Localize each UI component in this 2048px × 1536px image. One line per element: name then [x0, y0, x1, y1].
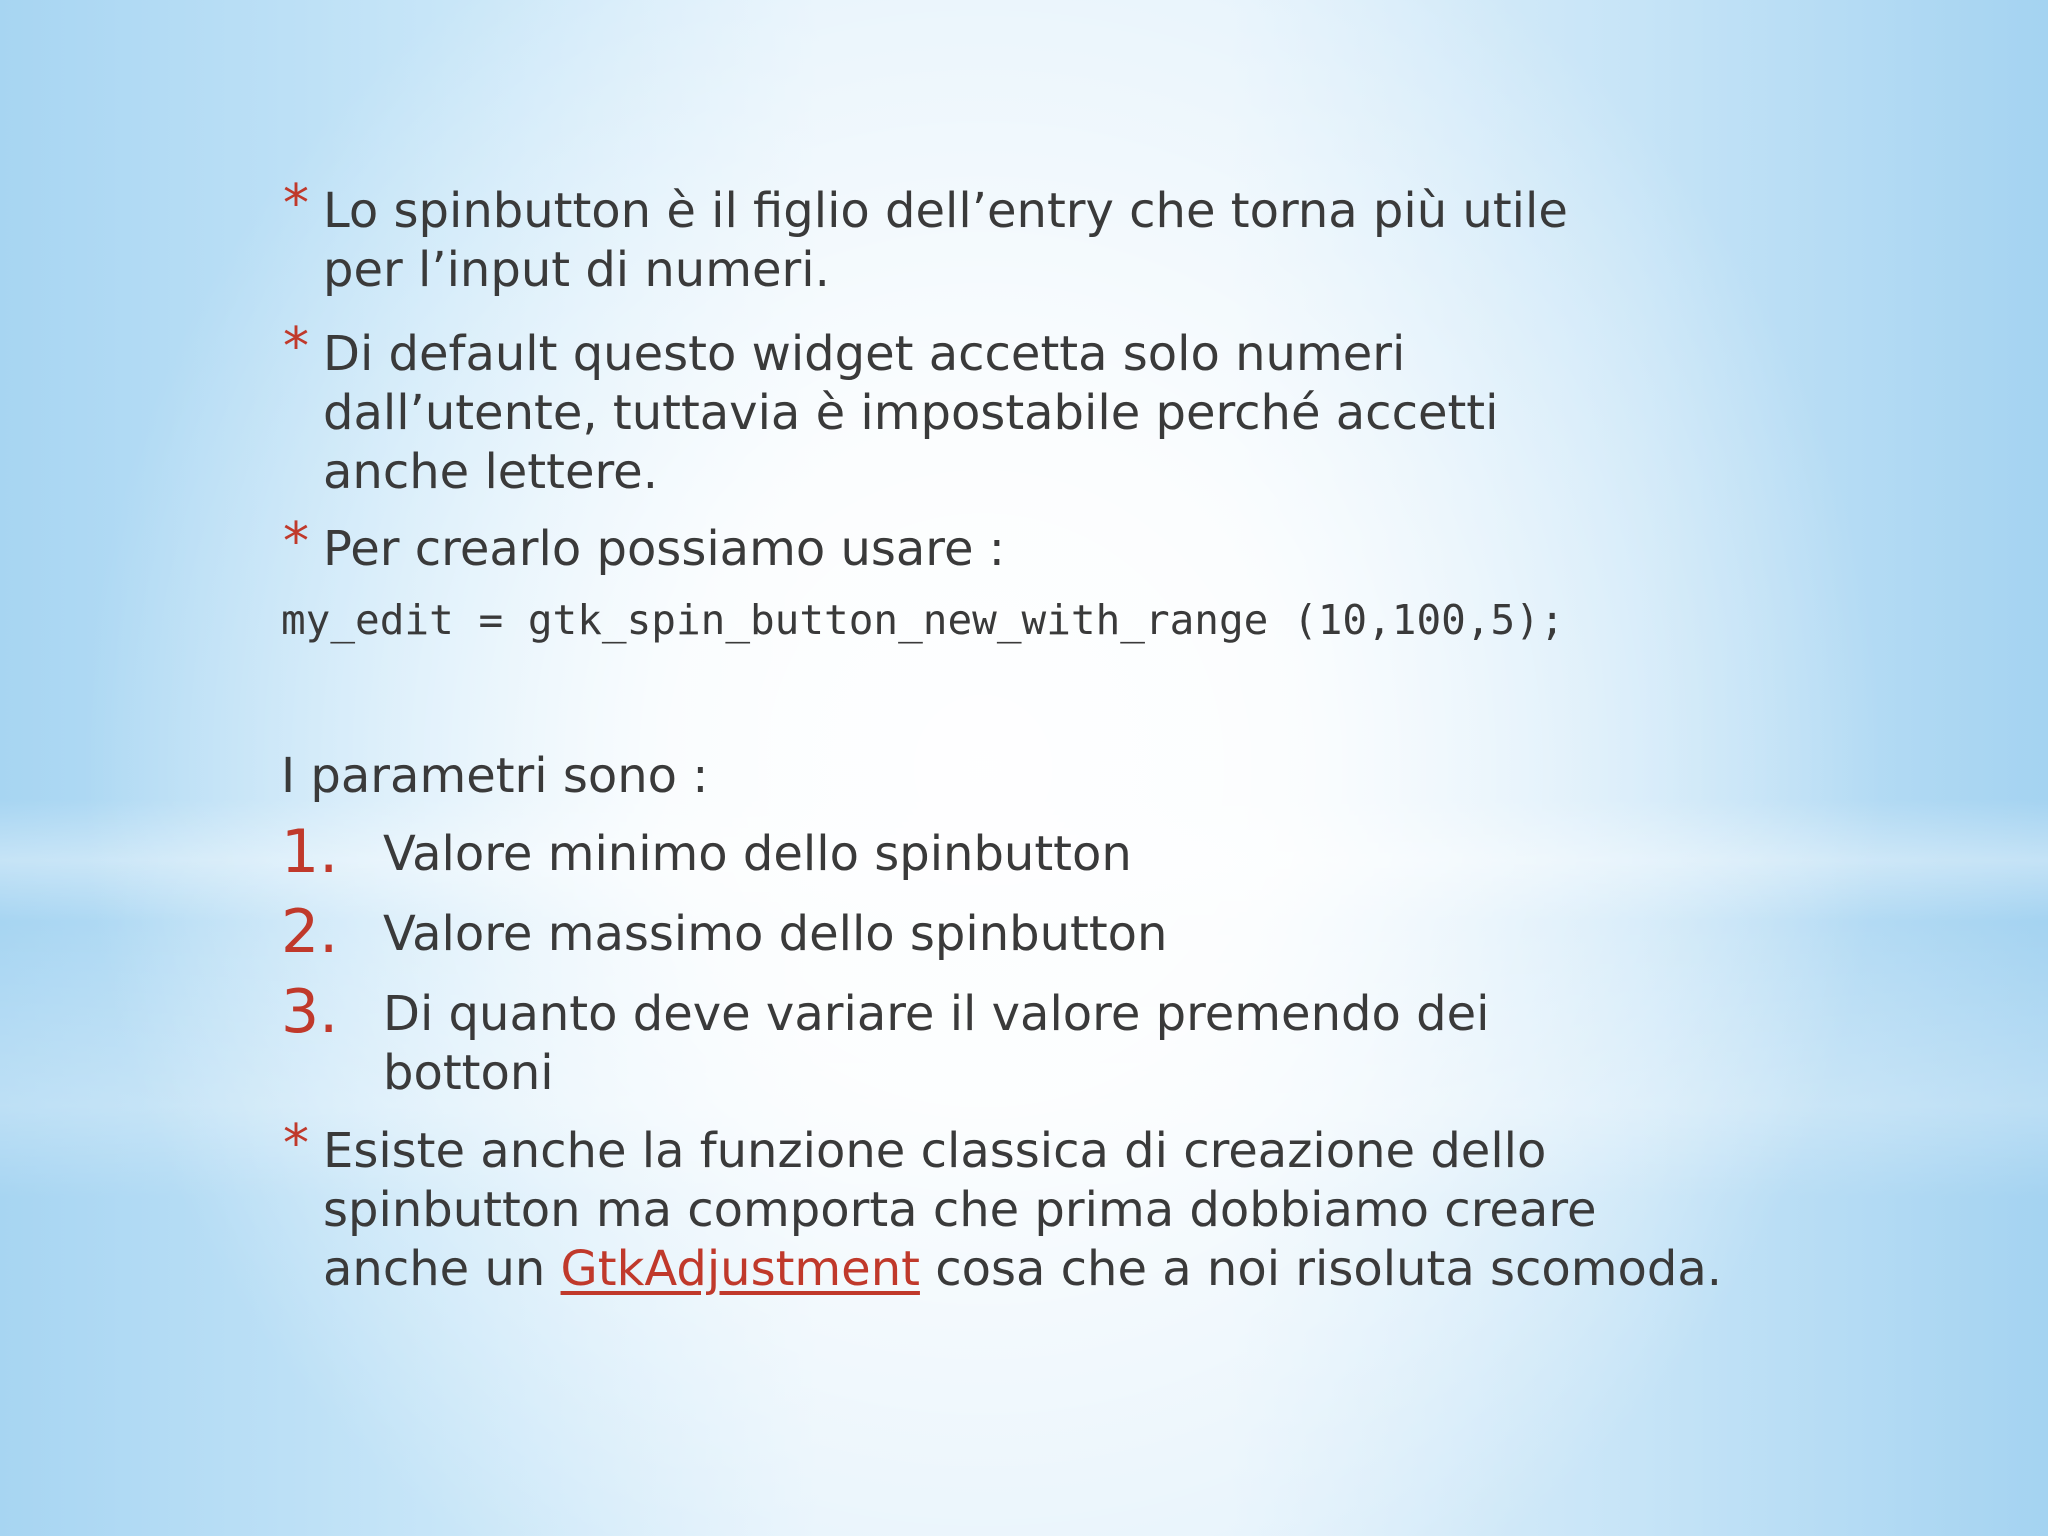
bullet-text: Per crearlo possiamo usare : — [323, 521, 1005, 577]
params-intro: I parametri sono : — [281, 748, 709, 804]
bullet-text: Di default questo widget accetta solo numeri dall’utente, tuttavia è impostabile perché accetti anche lettere. — [323, 326, 1499, 500]
item-text: Valore minimo dello spinbutton — [383, 826, 1132, 882]
bullet-asterisk: * — [283, 317, 309, 377]
bullet-text — [323, 1122, 1723, 1299]
item-text: Valore massimo dello spinbutton — [383, 906, 1168, 962]
bullet-item — [283, 317, 1703, 502]
bullet-text-before: Esiste anche la funzione classica di creazione dello spinbutton ma comporta che prima dobbiamo creare anche un — [323, 1123, 1597, 1297]
item-number: 1. — [281, 817, 339, 887]
item-text: Di quanto deve variare il valore premendo dei bottoni — [383, 986, 1490, 1101]
bullet-item — [283, 1114, 1723, 1299]
bullet-item — [283, 174, 1703, 300]
item-number: 2. — [281, 897, 339, 967]
numbered-item — [281, 897, 1701, 967]
numbered-item — [281, 977, 1701, 1103]
bullet-asterisk: * — [283, 512, 309, 572]
bullet-text: Lo spinbutton è il figlio dell’entry che torna più utile per l’input di numeri. — [323, 183, 1568, 298]
gtkadjustment-link[interactable]: GtkAdjustment — [560, 1241, 920, 1297]
bullet-text-after: cosa che a noi risoluta scomoda. — [919, 1241, 1723, 1297]
code-snippet: my_edit = gtk_spin_button_new_with_range (10,100,5); — [281, 596, 1565, 644]
bullet-item — [283, 512, 1703, 579]
numbered-item — [281, 817, 1701, 887]
bullet-asterisk: * — [283, 174, 309, 234]
bullet-asterisk: * — [283, 1114, 309, 1174]
item-number: 3. — [281, 977, 339, 1047]
